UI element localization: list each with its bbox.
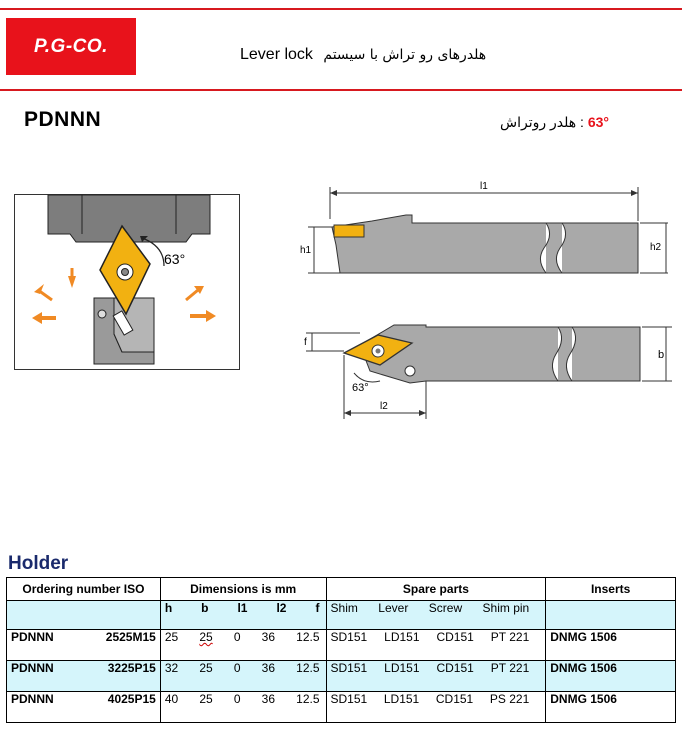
label-h1: h1 [300, 245, 312, 256]
bottom-red-rule [0, 89, 682, 91]
page-header-title [240, 46, 486, 64]
header-title-fa: هلدرهای رو تراش با سیستم [323, 47, 487, 63]
angle-note-text: : هلدر روتراش [500, 114, 584, 130]
left-angle-label: 63° [164, 251, 186, 267]
table-row: PDNNN 3225P15 32 25 0 36 12.5 SD151 LD151 CD151 PT 221 DNMG 1506 [7, 661, 676, 692]
side-view-insert [334, 225, 364, 237]
label-angle: 63° [352, 382, 369, 394]
col-dimensions: Dimensions is mm [160, 578, 326, 601]
label-f: f [304, 337, 307, 348]
shim-screw [98, 310, 106, 318]
header-title-en: Lever lock [240, 46, 313, 63]
angle-value: 63° [587, 114, 609, 130]
top-red-rule [0, 8, 682, 10]
label-l1: l1 [480, 181, 488, 192]
table-header-row [7, 578, 676, 601]
label-l2: l2 [380, 401, 388, 412]
angle-note [500, 114, 609, 131]
top-view-body [360, 325, 640, 383]
section-title-holder: Holder [8, 553, 69, 574]
table-subheader-row [7, 601, 676, 630]
table-row: PDNNN 2525M15 25 25 0 36 12.5 SD151 LD151 CD151 PT 221 DNMG 1506 [7, 630, 676, 661]
holder-technical-drawing [300, 175, 676, 420]
col-spare-parts: Spare parts [326, 578, 546, 601]
side-view-body [332, 215, 638, 273]
col-ordering: Ordering number ISO [7, 578, 161, 601]
part-subheaders: Shim Lever Screw Shim pin [330, 601, 530, 615]
company-logo: P.G-CO. [6, 18, 136, 75]
lever-lock-illustration [14, 194, 240, 370]
label-b: b [658, 349, 665, 361]
table-row: PDNNN 4025P15 40 25 0 36 12.5 SD151 LD151 CD151 PS 221 DNMG 1506 [7, 692, 676, 723]
holder-spec-table [6, 577, 676, 723]
label-h2: h2 [650, 242, 662, 253]
product-code: PDNNN [24, 108, 102, 131]
col-inserts: Inserts [546, 578, 676, 601]
dimension-subheaders: h b l1 l2 f [164, 601, 320, 615]
